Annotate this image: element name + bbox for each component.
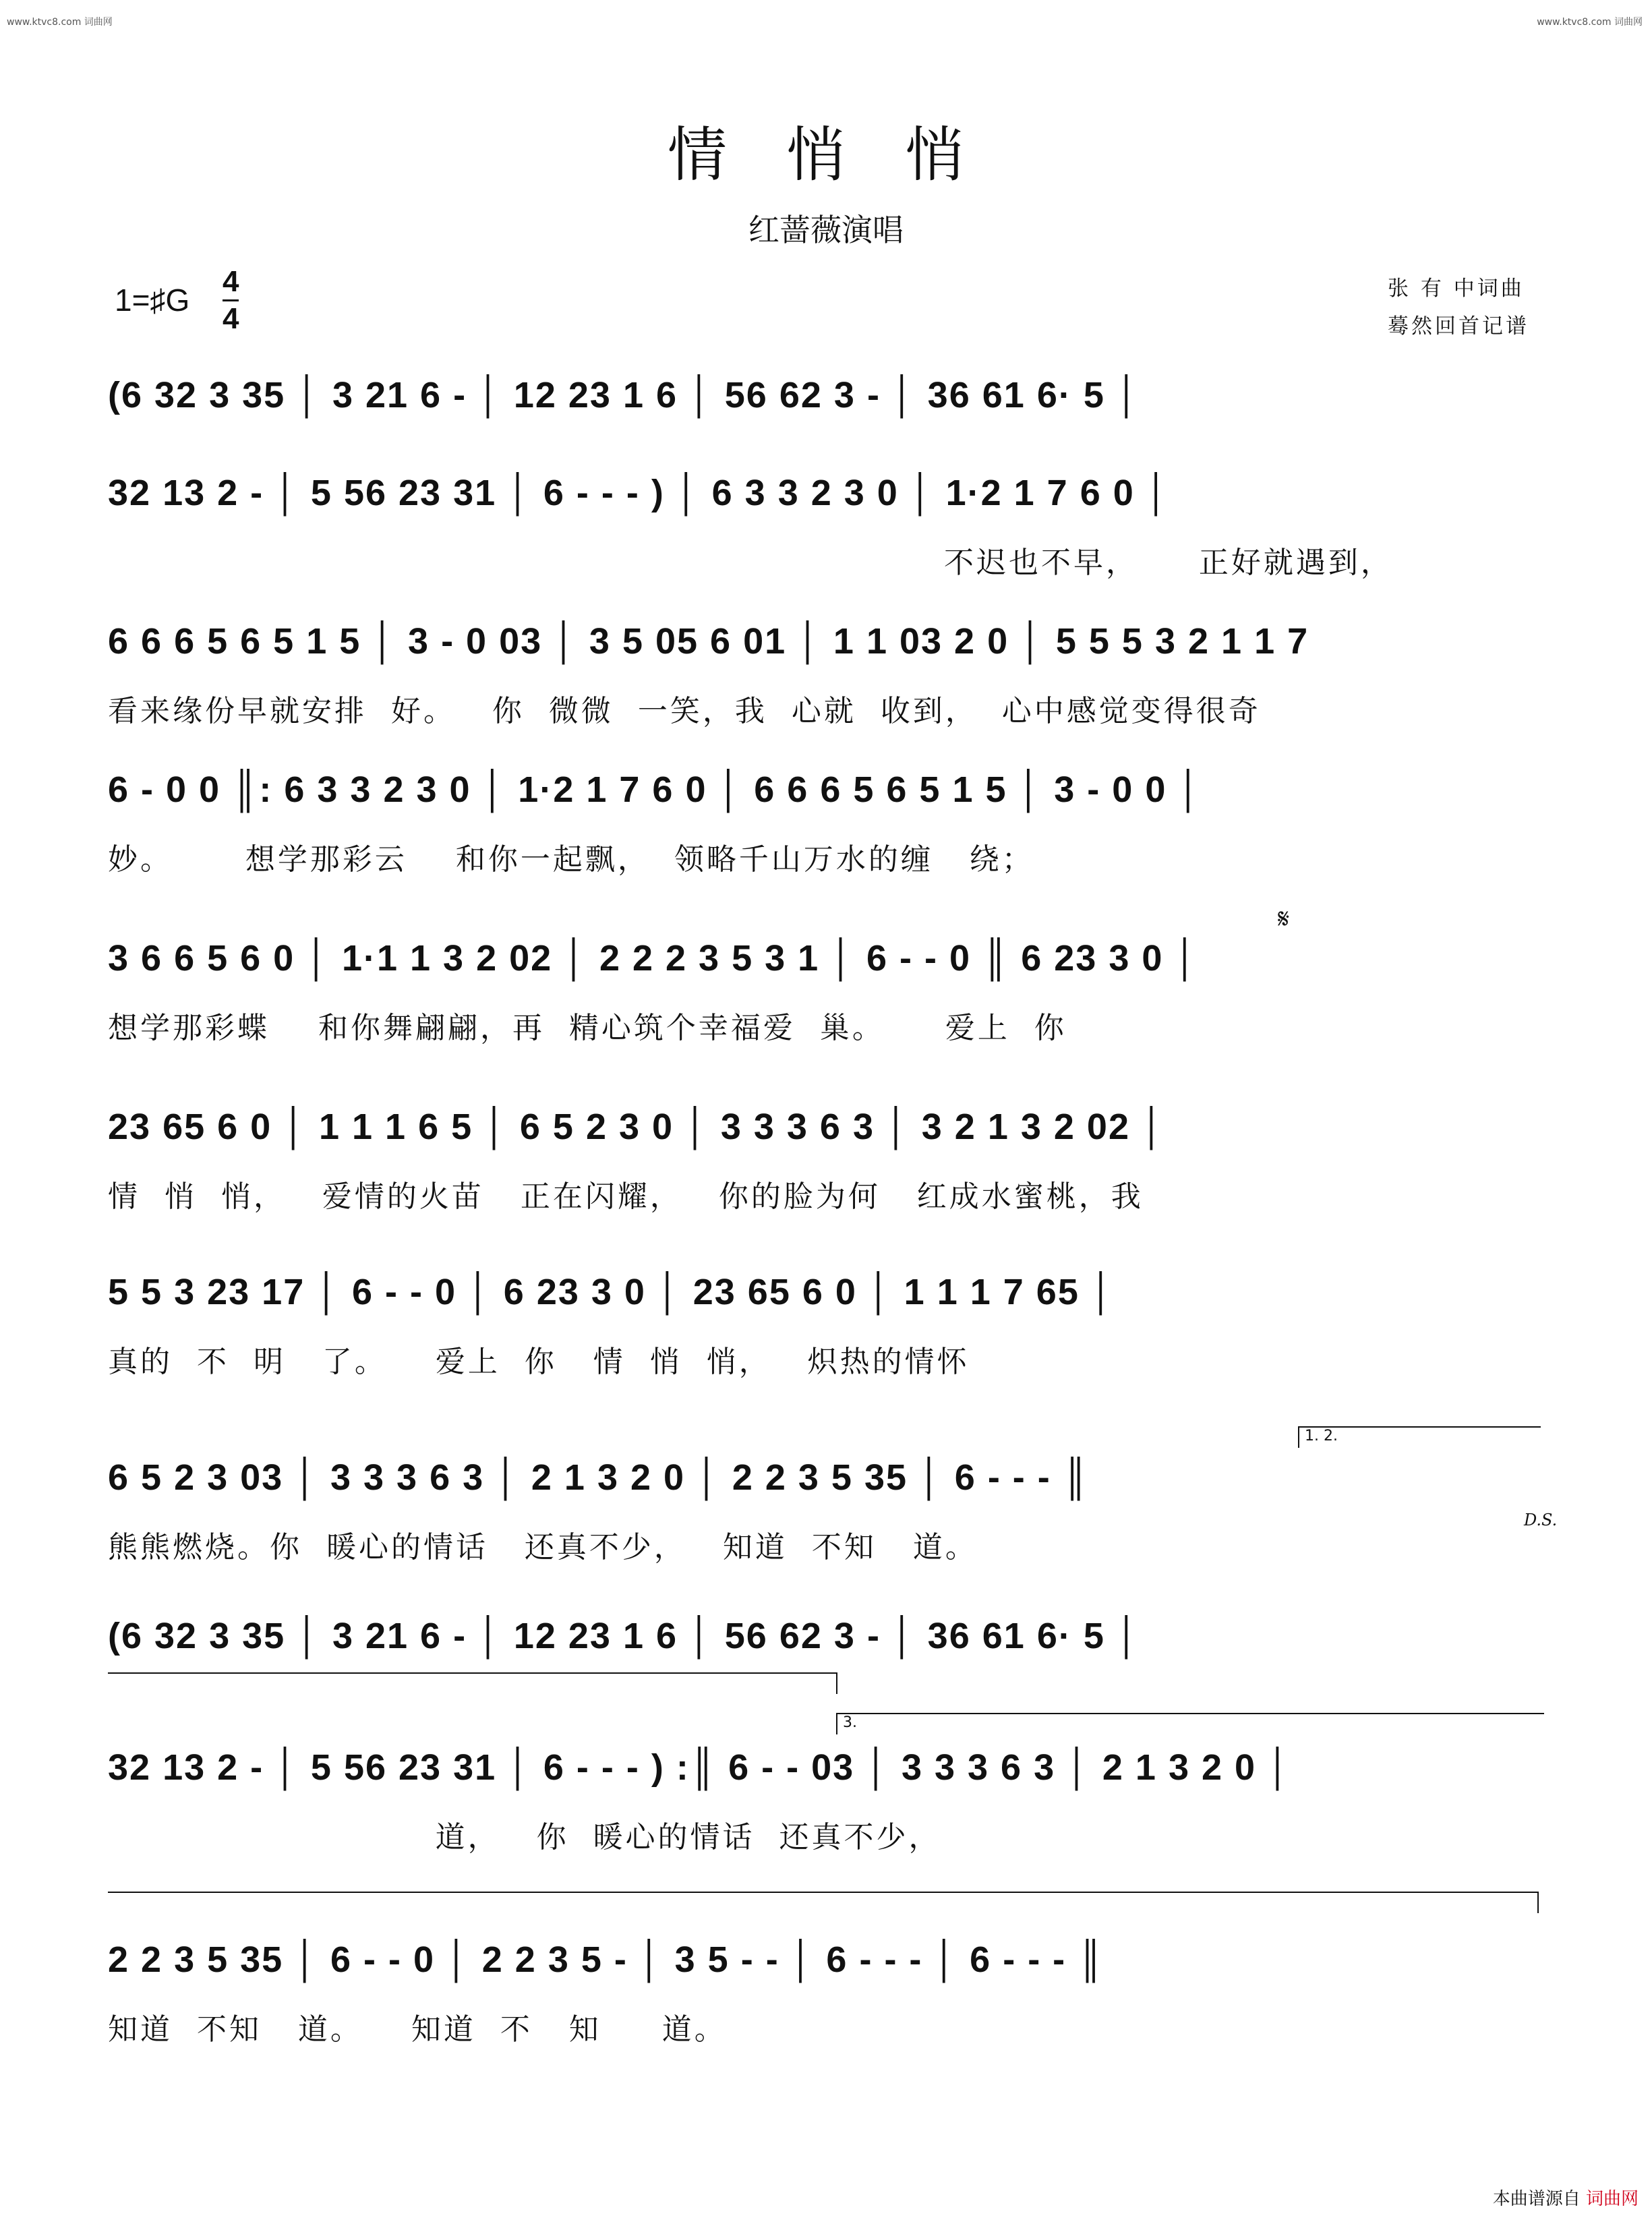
- transcriber-credit: 蓦然回首记谱: [1388, 314, 1529, 339]
- lyrics-line: 想学那彩蝶 和你舞翩翩，再 精心筑个幸福爱 巢。 爱上 你: [108, 1011, 1067, 1045]
- notation-line: 5 5 3 23 17 │ 6 - - 0 │ 6 23 3 0 │ 23 65 6 0 │ 1 1 1 7 65 │: [108, 1272, 1115, 1312]
- notation-line: 32 13 2 - │ 5 56 23 31 │ 6 - - - ) │ 6 3 3 2 3 0 │ 1·2 1 7 6 0 │: [108, 473, 1171, 513]
- notation-line: 2 2 3 5 35 │ 6 - - 0 │ 2 2 3 5 - │ 3 5 - - │ 6 - - - │ 6 - - - ║: [108, 1939, 1105, 1980]
- credits: [1388, 270, 1529, 345]
- volta-3-end: [108, 1892, 1539, 1913]
- lyrics-line: 熊熊燃烧。你 暖心的情话 还真不少， 知道 不知 道。: [108, 1530, 978, 1565]
- notation-line: 32 13 2 - │ 5 56 23 31 │ 6 - - - ) :║ 6 - - 03 │ 3 3 3 6 3 │ 2 1 3 2 0 │: [108, 1747, 1292, 1788]
- lyrics-line: 不迟也不早， 正好就遇到，: [944, 546, 1393, 580]
- site-watermark-left: www.ktvc8.com 词曲网: [7, 17, 113, 28]
- key-signature: 1=♯G: [115, 283, 190, 318]
- notation-line: 6 5 2 3 03 │ 3 3 3 6 3 │ 2 1 3 2 0 │ 2 2 3 5 35 │ 6 - - - ║: [108, 1457, 1090, 1498]
- lyrics-line: 情 悄 悄， 爱情的火苗 正在闪耀， 你的脸为何 红成水蜜桃，我: [108, 1179, 1144, 1214]
- notation-line: (6 32 3 35 │ 3 21 6 - │ 12 23 1 6 │ 56 62 3 - │ 36 61 6· 5 │: [108, 1616, 1141, 1656]
- lyrics-line: 道， 你 暖心的情话 还真不少，: [108, 1820, 941, 1854]
- site-watermark-right: www.ktvc8.com 词曲网: [1537, 17, 1643, 28]
- volta-bracket-end: [108, 1672, 837, 1694]
- lyrics-line: 知道 不知 道。 知道 不 知 道。: [108, 2012, 727, 2047]
- page-title: 情 悄 悄: [668, 120, 984, 189]
- notation-line: 3 6 6 5 6 0 │ 1·1 1 3 2 02 │ 2 2 2 3 5 3 1 │ 6 - - 0 ║ 6 23 3 0 │: [108, 938, 1200, 978]
- volta-3: 3.: [836, 1713, 1544, 1734]
- lyrics-line: 真的 不 明 了。 爱上 你 情 悄 悄， 炽热的情怀: [108, 1345, 970, 1379]
- notation-line: 6 6 6 5 6 5 1 5 │ 3 - 0 03 │ 3 5 05 6 01 │ 1 1 03 2 0 │ 5 5 5 3 2 1 1 7: [108, 621, 1309, 662]
- segno-mark: 𝄋: [1278, 904, 1290, 935]
- ds-mark: D.S.: [1524, 1511, 1558, 1529]
- time-signature: [223, 264, 239, 337]
- notation-line: 23 65 6 0 │ 1 1 1 6 5 │ 6 5 2 3 0 │ 3 3 3 6 3 │ 3 2 1 3 2 02 │: [108, 1107, 1166, 1147]
- notation-line: 6 - 0 0 ║: 6 3 3 2 3 0 │ 1·2 1 7 6 0 │ 6 6 6 5 6 5 1 5 │ 3 - 0 0 │: [108, 769, 1203, 810]
- lyrics-line: 妙。 想学那彩云 和你一起飘， 领略千山万水的缠 绕；: [108, 842, 1034, 877]
- lyrics-line: 看来缘份早就安排 好。 你 微微 一笑，我 心就 收到， 心中感觉变得很奇: [108, 694, 1261, 728]
- time-sig-bottom: 4: [223, 299, 239, 337]
- volta-1-2: 1. 2.: [1298, 1426, 1541, 1448]
- footer-text: 本曲谱源自: [1492, 2189, 1581, 2209]
- time-sig-top: 4: [223, 265, 239, 298]
- footer-source: [1493, 2185, 1639, 2210]
- footer-brand[interactable]: 词曲网: [1585, 2189, 1639, 2209]
- notation-line: (6 32 3 35 │ 3 21 6 - │ 12 23 1 6 │ 56 62 3 - │ 36 61 6· 5 │: [108, 375, 1141, 415]
- performer-subtitle: 红蔷薇演唱: [748, 212, 904, 248]
- composer-credit: 张 有 中词曲: [1388, 276, 1525, 301]
